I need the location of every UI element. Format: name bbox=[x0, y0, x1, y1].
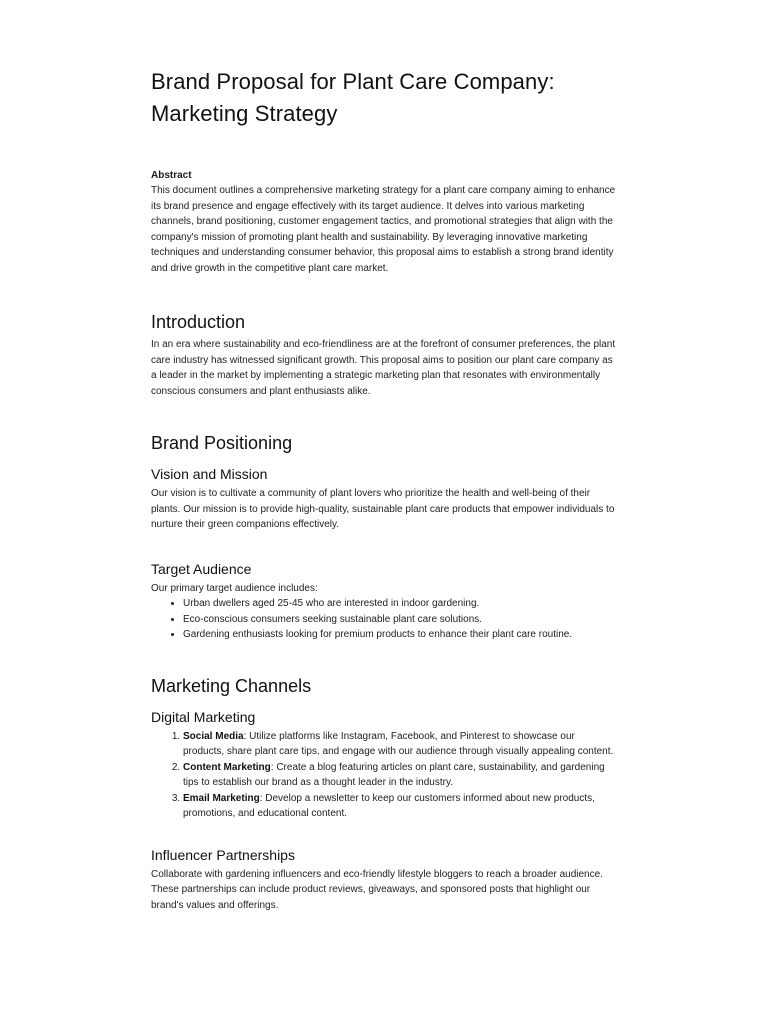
abstract-text: This document outlines a comprehensive marketing strategy for a plant care company aiming to enhance its brand presence and engage effectively with its target audience. It delves into various marketing channels, brand positioning, customer engagement tactics, and promotional strategies that align with the company's mission of promoting plant health and sustainability. By leveraging innovative marketing techniques and understanding consumer behavior, this proposal aims to establish a strong brand identity and drive growth in the competitive plant care market. bbox=[151, 185, 616, 274]
target-audience-heading: Target Audience bbox=[151, 560, 252, 577]
target-audience-subsection bbox=[151, 560, 617, 643]
influencer-partnerships-text: Collaborate with gardening influencers and eco-friendly lifestyle bloggers to reach a broader audience. These partnerships can include product reviews, giveaways, and sponsored posts that highlight our brand's values and offerings. bbox=[151, 868, 603, 911]
list-item bbox=[183, 760, 617, 791]
marketing-channels-heading: Marketing Channels bbox=[151, 675, 312, 696]
document-title bbox=[151, 66, 617, 130]
brand-positioning-heading: Brand Positioning bbox=[151, 433, 293, 453]
list-item-label: Social Media bbox=[183, 730, 244, 742]
list-item: • Urban dwellers aged 25-45 who are interested in indoor gardening. bbox=[183, 596, 617, 612]
abstract-label: Abstract bbox=[151, 170, 192, 181]
list-item bbox=[183, 729, 617, 760]
introduction-text: In an era where sustainability and eco-friendliness are at the forefront of consumer preferences, the plant care industry has witnessed significant growth. This proposal aims to position our plant care company as a leader in the market by implementing a strategic marketing plan that resonates with environmentally conscious consumers and plant enthusiasts alike. bbox=[151, 339, 616, 397]
digital-marketing-list bbox=[151, 729, 617, 822]
abstract-section bbox=[151, 168, 617, 276]
list-item-text: : Create a blog featuring articles on plant care, sustainability, and gardening tips to establish our brand as a thought leader in the industry. bbox=[183, 761, 605, 788]
target-audience-list bbox=[151, 596, 617, 643]
digital-marketing-heading: Digital Marketing bbox=[151, 708, 256, 725]
vision-mission-text: Our vision is to cultivate a community of plant lovers who prioritize the health and well-being of their plants. Our mission is to provide high-quality, sustainable plant care products that empower individuals to nurture their green companions effectively. bbox=[151, 488, 615, 530]
marketing-channels-section bbox=[151, 674, 617, 914]
target-audience-intro: Our primary target audience includes: bbox=[151, 582, 318, 594]
vision-mission-heading: Vision and Mission bbox=[151, 466, 268, 482]
list-item: • Eco-conscious consumers seeking sustainable plant care solutions. bbox=[183, 612, 617, 628]
list-item-label: Email Marketing bbox=[183, 792, 260, 804]
brand-positioning-section bbox=[151, 431, 617, 643]
influencer-partnerships-heading: Influencer Partnerships bbox=[151, 846, 295, 863]
list-item-label: Content Marketing bbox=[183, 761, 271, 773]
list-item-text: : Develop a newsletter to keep our customers informed about new products, promotions, and educational content. bbox=[183, 792, 595, 819]
vision-mission-subsection bbox=[151, 465, 617, 533]
influencer-partnerships-subsection bbox=[151, 846, 617, 914]
digital-marketing-subsection bbox=[151, 708, 617, 822]
list-item: • Gardening enthusiasts looking for premium products to enhance their plant care routine. bbox=[183, 627, 617, 643]
introduction-heading: Introduction bbox=[151, 312, 246, 332]
list-item-text: : Utilize platforms like Instagram, Facebook, and Pinterest to showcase our products, share plant care tips, and engage with our audience through visually appealing content. bbox=[183, 730, 614, 757]
list-item bbox=[183, 791, 617, 822]
document-title-line-1: Brand Proposal for Plant Care Company: bbox=[151, 69, 555, 94]
document-title-line-2: Marketing Strategy bbox=[151, 101, 338, 126]
introduction-section bbox=[151, 310, 617, 399]
